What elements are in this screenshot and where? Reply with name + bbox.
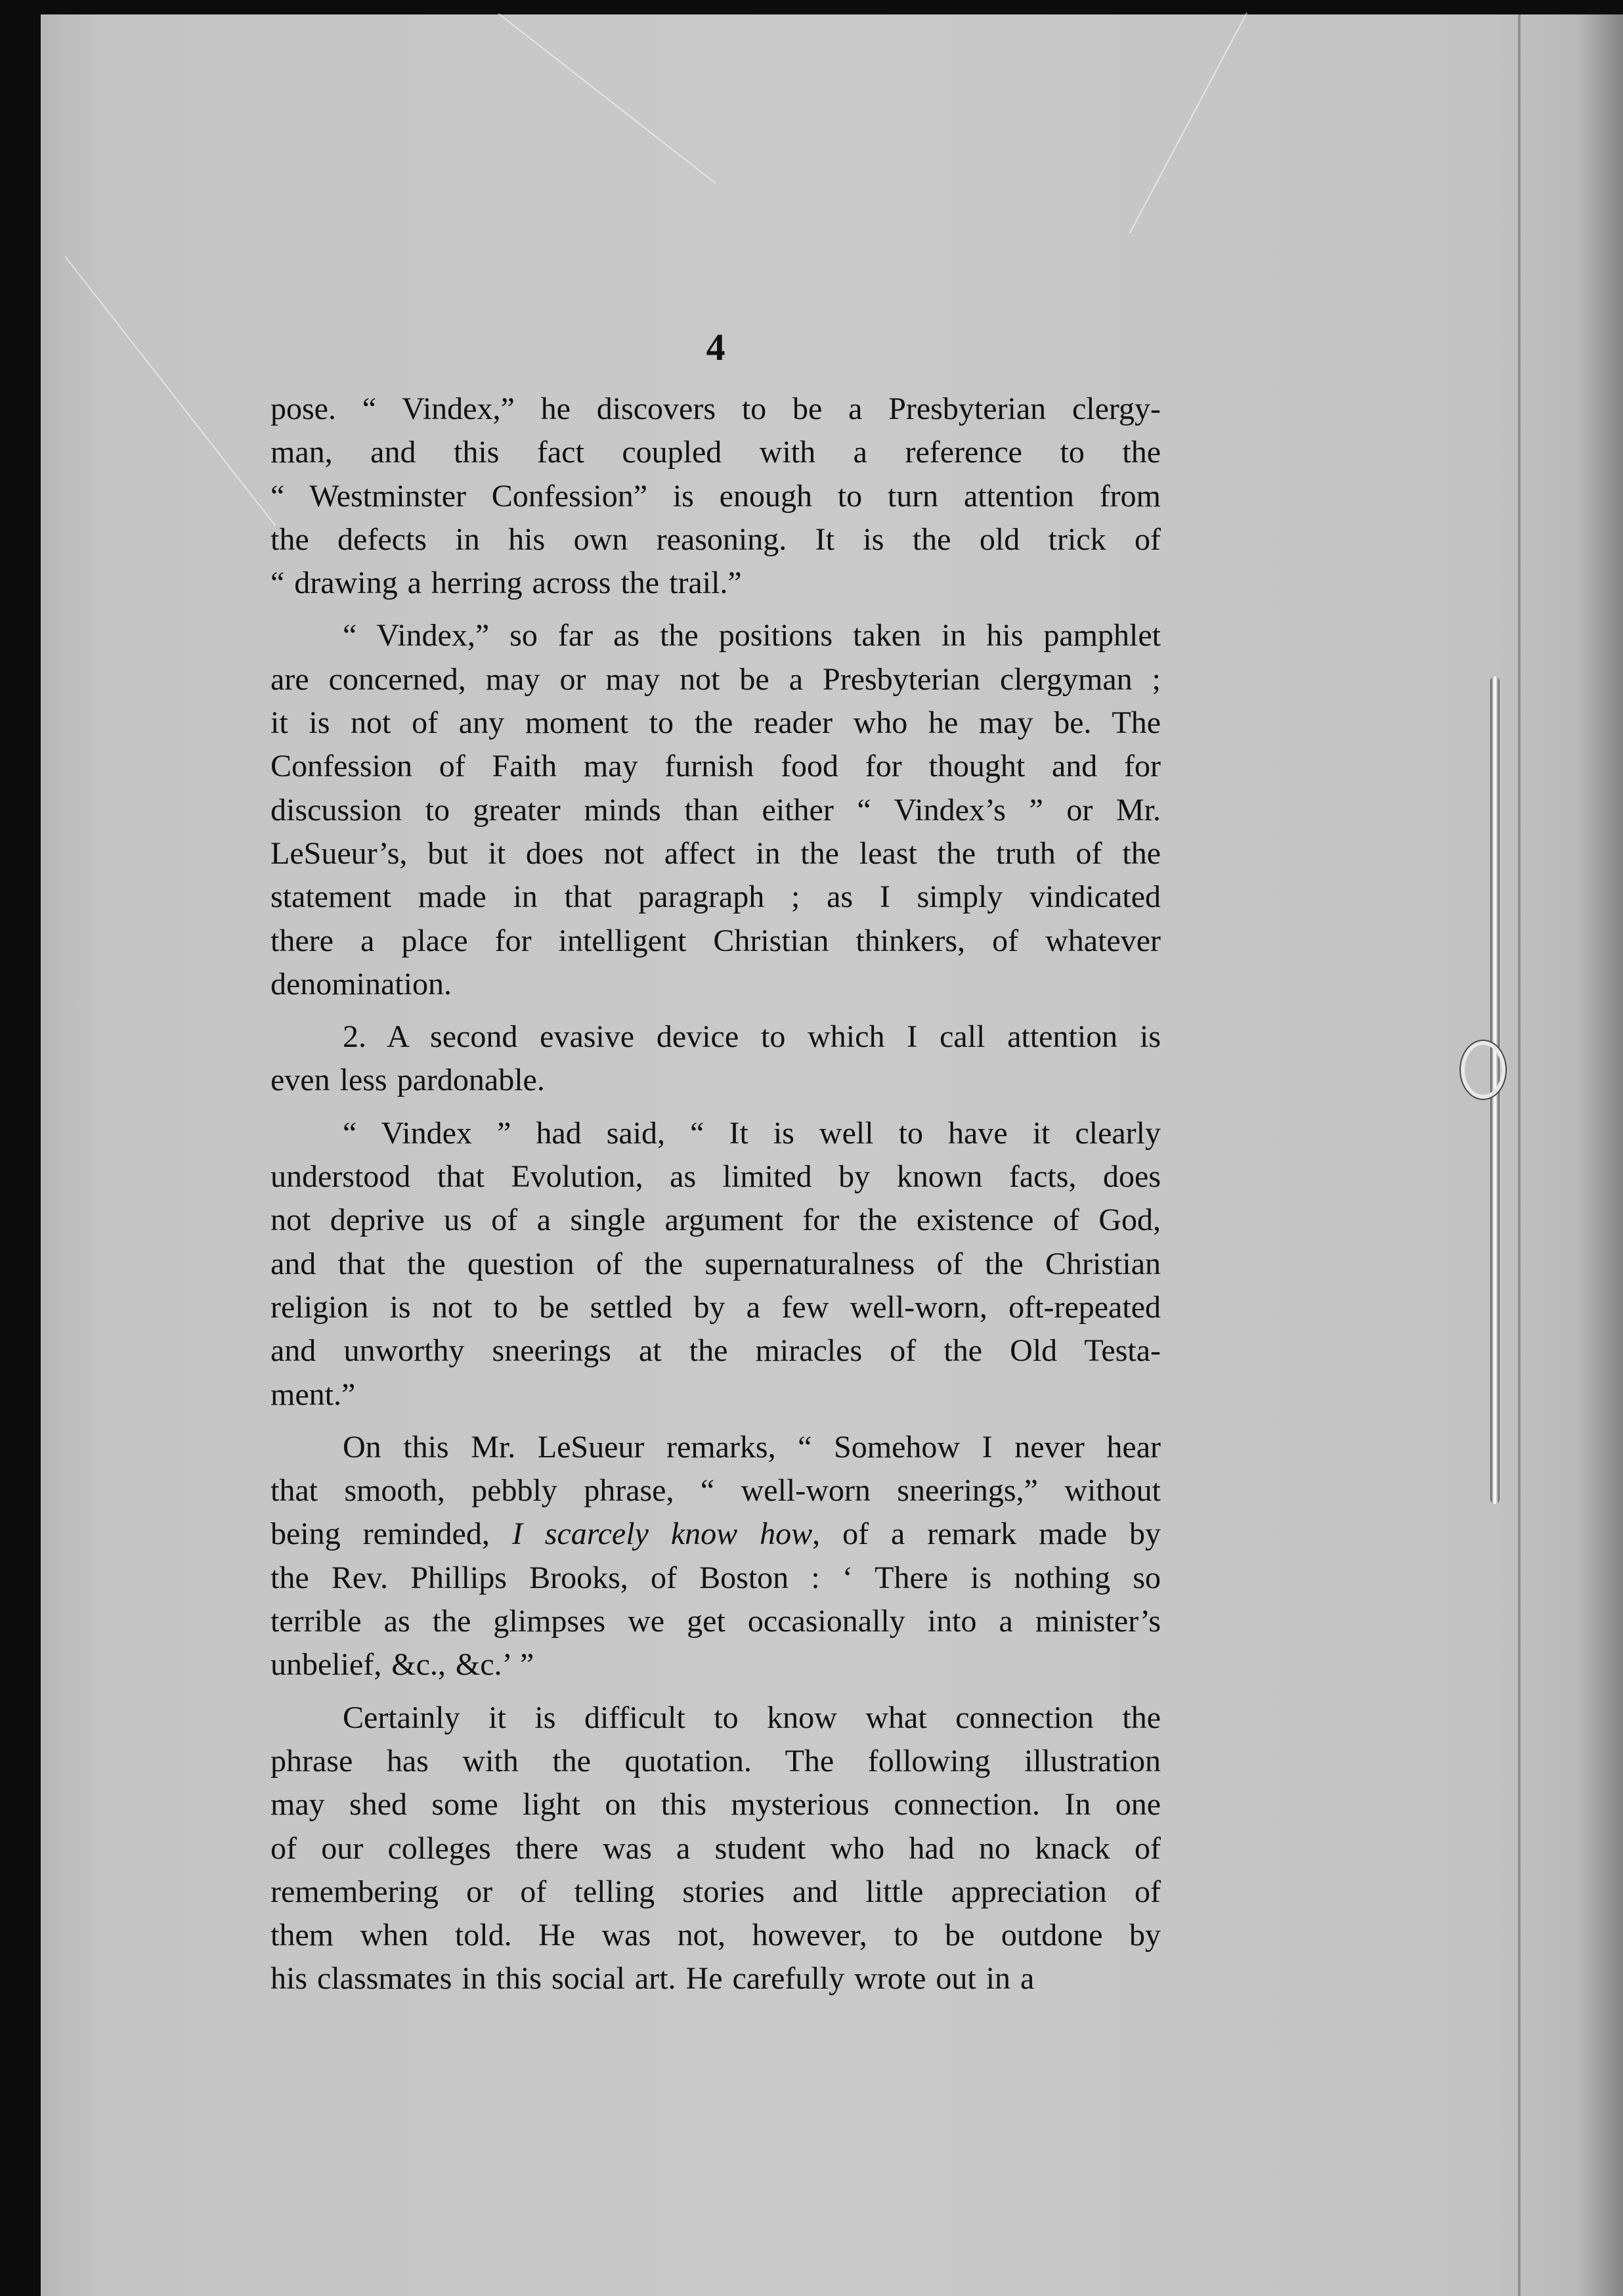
text-line: unbelief, &c., &c.’ ”	[270, 1647, 534, 1683]
text-line: the Rev. Phillips Brooks, of Boston : ‘ There is nothing so	[270, 1560, 1161, 1595]
text-line: the defects in his own reasoning. It is the old trick of	[270, 521, 1161, 557]
text-line: understood that Evolution, as limited by known facts, does	[270, 1159, 1161, 1195]
text-line: even less pardonable.	[270, 1063, 545, 1098]
text-line: of our colleges there was a student who had no knack of	[270, 1830, 1161, 1866]
text-line: 2. A second evasive device to which I call attention is	[343, 1019, 1161, 1055]
text-line: being reminded, I scarcely know how, of a remark made by	[270, 1516, 1161, 1552]
paragraph	[270, 1696, 1161, 2001]
text-line: “ drawing a herring across the trail.”	[270, 565, 742, 601]
paragraph	[270, 1015, 1161, 1103]
text-line: and unworthy sneerings at the miracles of the Old Testa-	[270, 1333, 1161, 1369]
text-line: terrible as the glimpses we get occasionally into a minister’s	[270, 1604, 1161, 1639]
text-line: may shed some light on this mysterious connection. In one	[270, 1787, 1161, 1822]
text-line: that smooth, pebbly phrase, “ well-worn sneerings,” without	[270, 1473, 1161, 1509]
text-line: it is not of any moment to the reader who he may be. The	[270, 705, 1161, 741]
text-line: phrase has with the quotation. The following illustration	[270, 1743, 1161, 1778]
paragraph-gap	[270, 1105, 1161, 1112]
text-line: discussion to greater minds than either “ Vindex’s ” or Mr.	[270, 792, 1161, 828]
text-line: religion is not to be settled by a few well-worn, oft-repeated	[270, 1289, 1161, 1325]
text-line: remembering or of telling stories and little appreciation of	[270, 1874, 1161, 1909]
text-line: LeSueur’s, but it does not affect in the least the truth of the	[270, 835, 1161, 871]
paragraph-gap	[270, 1690, 1161, 1696]
text-line: man, and this fact coupled with a reference to the	[270, 435, 1161, 470]
text-line: Confession of Faith may furnish food for thought and for	[270, 749, 1161, 784]
paper-fold-line	[1518, 14, 1521, 2296]
text-line: are concerned, may or may not be a Presbyterian clergyman ;	[270, 661, 1161, 697]
text-line: statement made in that paragraph ; as I simply vindicated	[270, 879, 1161, 915]
text-line: On this Mr. LeSueur remarks, “ Somehow I never hear	[343, 1429, 1161, 1465]
text-line: and that the question of the supernaturalness of the Christian	[270, 1246, 1161, 1281]
page-number: 4	[706, 326, 725, 368]
paragraph-gap	[270, 1419, 1161, 1426]
paragraph-gap	[270, 1009, 1161, 1015]
body-text	[270, 387, 1161, 2004]
paragraph	[270, 614, 1161, 1006]
paragraph	[270, 1112, 1161, 1417]
text-line: ment.”	[270, 1377, 356, 1412]
paragraph-gap	[270, 607, 1161, 614]
text-line: them when told. He was not, however, to be outdone by	[270, 1918, 1161, 1953]
text-line: pose. “ Vindex,” he discovers to be a Presbyterian clergy-	[270, 391, 1161, 426]
paper-edge-shadow	[1577, 14, 1623, 2296]
paragraph	[270, 1426, 1161, 1687]
text-line: Certainly it is difficult to know what connection the	[343, 1700, 1161, 1735]
text-line: denomination.	[270, 966, 452, 1002]
text-line: “ Westminster Confession” is enough to turn attention from	[270, 478, 1161, 514]
text-line: there a place for intelligent Christian thinkers, of whatever	[270, 923, 1161, 958]
text-line: “ Vindex,” so far as the positions taken in his pamphlet	[343, 618, 1161, 653]
text-line: not deprive us of a single argument for the existence of God,	[270, 1203, 1161, 1238]
paragraph	[270, 387, 1161, 605]
text-line: his classmates in this social art. He carefully wrote out in a	[270, 1961, 1035, 1997]
text-line: “ Vindex ” had said, “ It is well to have it clearly	[343, 1115, 1161, 1151]
italic-phrase: I scarcely know how	[511, 1516, 813, 1552]
binding-thread-knot	[1461, 1041, 1505, 1099]
